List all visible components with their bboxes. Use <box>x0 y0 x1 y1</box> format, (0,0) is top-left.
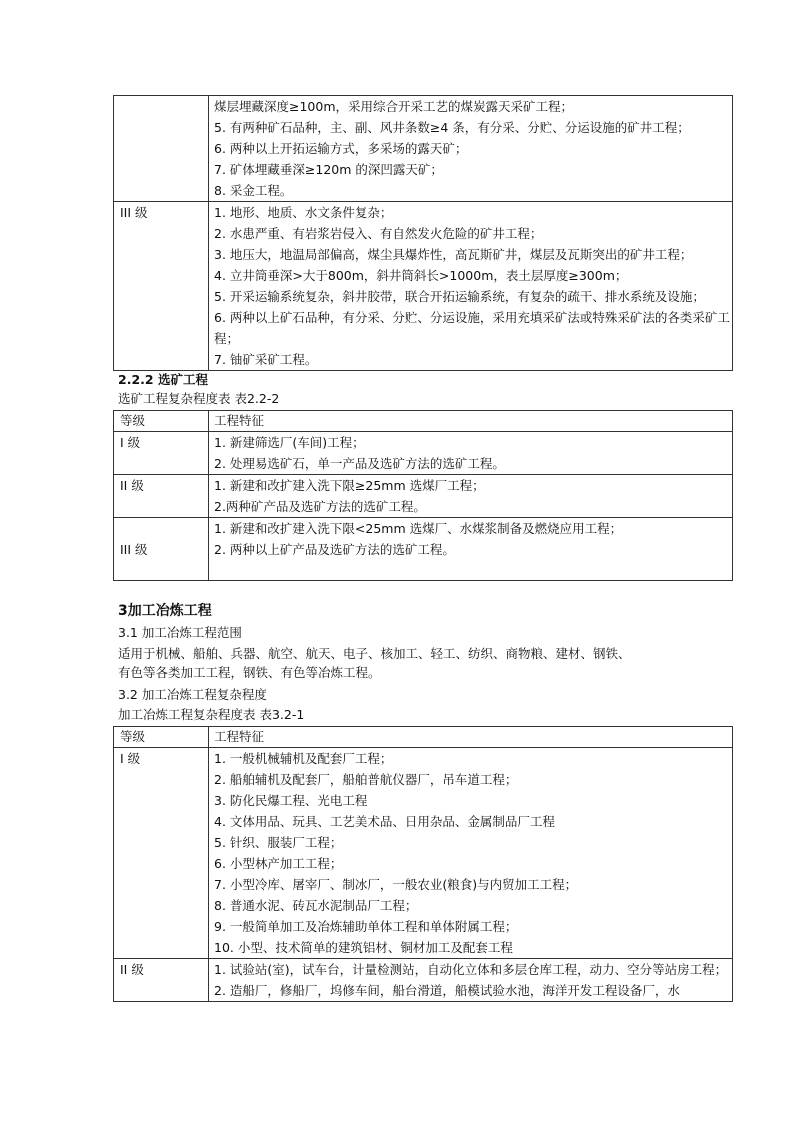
list-item: 5. 开采运输系统复杂，斜井胶带，联合开拓运输系统，有复杂的疏干、排水系统及设施； <box>214 289 705 304</box>
header-feature: 工程特征 <box>209 727 733 748</box>
feature-cell <box>209 959 733 1002</box>
list-item: 1. 新建和改扩建入洗下限<25mm 选煤厂、水煤浆制备及燃烧应用工程； <box>214 521 623 536</box>
table-row <box>114 202 733 371</box>
list-item: 10. 小型、技术简单的建筑铝材、铜材加工及配套工程 <box>214 940 513 955</box>
feature-cell <box>209 432 733 475</box>
list-item: 5. 有两种矿石品种，主、副、风井条数≥4 条，有分采、分贮、分运设施的矿井工程； <box>214 120 690 135</box>
feature-cell <box>209 96 733 202</box>
list-item: 7. 矿体埋藏垂深≥120m 的深凹露天矿； <box>214 162 443 177</box>
list-item: 9. 一般简单加工及冶炼辅助单体工程和单体附属工程； <box>214 919 518 934</box>
list-item: 2.两种矿产品及选矿方法的选矿工程。 <box>214 499 426 514</box>
list-item: 6. 两种以上开拓运输方式，多采场的露天矿； <box>214 141 468 156</box>
list-item: 3. 防化民爆工程、光电工程 <box>214 793 368 808</box>
list-item: 8. 普通水泥、砖瓦水泥制品厂工程； <box>214 898 418 913</box>
level-cell: I 级 <box>114 432 209 475</box>
list-item: 6. 两种以上矿石品种，有分采、分贮、分运设施，采用充填采矿法或特殊采矿法的各类采矿工程； <box>214 310 730 346</box>
list-item: 1. 新建和改扩建入洗下限≥25mm 选煤厂工程； <box>214 478 485 493</box>
header-level: 等级 <box>114 411 209 432</box>
list-item: 2. 造船厂，修船厂，坞修车间，船台滑道，船模试验水池，海洋开发工程设备厂，水 <box>214 983 680 998</box>
list-item: 7. 小型冷库、屠宰厂、制冰厂，一般农业(粮食)与内贸加工工程； <box>214 877 578 892</box>
list-item: 2. 水患严重、有岩浆岩侵入、有自然发火危险的矿井工程； <box>214 226 543 241</box>
list-item: 8. 采金工程。 <box>214 183 293 198</box>
list-item: 5. 针织、服装厂工程； <box>214 835 343 850</box>
table-row <box>114 475 733 518</box>
list-item: 4. 立井筒垂深>大于800m，斜井筒斜长>1000m，表土层厚度≥300m； <box>214 268 628 283</box>
level-cell: II 级 <box>114 959 209 1002</box>
list-item: 3. 地压大，地温局部偏高，煤尘具爆炸性，高瓦斯矿井，煤层及瓦斯突出的矿井工程； <box>214 247 693 262</box>
table-caption: 选矿工程复杂程度表 表2.2-2 <box>118 391 280 406</box>
paragraph: 有色等各类加工工程，钢铁、有色等冶炼工程。 <box>118 665 381 680</box>
section-heading: 2.2.2 选矿工程 <box>118 372 208 387</box>
table-header-row <box>114 727 733 748</box>
level-cell: III 级 <box>114 518 209 581</box>
feature-cell <box>209 202 733 371</box>
list-item: 1. 试验站(室)，试车台，计量检测站，自动化立体和多层仓库工程，动力、空分等站房工程； <box>214 962 728 977</box>
level-cell: III 级 <box>114 202 209 371</box>
list-item: 2. 处理易选矿石，单一产品及选矿方法的选矿工程。 <box>214 456 505 471</box>
list-item: 2. 两种以上矿产品及选矿方法的选矿工程。 <box>214 542 455 557</box>
feature-cell <box>209 518 733 581</box>
section-heading: 3加工冶炼工程 <box>118 603 212 619</box>
list-item: 1. 地形、地质、水文条件复杂； <box>214 205 393 220</box>
level-cell: I 级 <box>114 748 209 959</box>
table-row <box>114 432 733 475</box>
list-item: 1. 新建筛选厂(车间)工程； <box>214 435 365 450</box>
feature-cell <box>209 748 733 959</box>
mining-table-continued <box>113 95 733 371</box>
list-item: 煤层埋藏深度≥100m，采用综合开采工艺的煤炭露天采矿工程； <box>214 99 574 114</box>
table-row <box>114 959 733 1002</box>
table-row <box>114 748 733 959</box>
feature-cell <box>209 475 733 518</box>
list-item: 6. 小型林产加工工程； <box>214 856 343 871</box>
header-level: 等级 <box>114 727 209 748</box>
subsection-heading: 3.2 加工冶炼工程复杂程度 <box>118 687 267 702</box>
subsection-heading: 3.1 加工冶炼工程范围 <box>118 625 242 640</box>
table-header-row <box>114 411 733 432</box>
table-row <box>114 96 733 202</box>
table-caption: 加工冶炼工程复杂程度表 表3.2-1 <box>118 707 305 722</box>
list-item: 1. 一般机械辅机及配套厂工程； <box>214 751 393 766</box>
beneficiation-table <box>113 410 733 581</box>
list-item: 4. 文体用品、玩具、工艺美术品、日用杂品、金属制品厂工程 <box>214 814 555 829</box>
paragraph: 适用于机械、船舶、兵器、航空、航天、电子、核加工、轻工、纺织、商物粮、建材、钢铁、 <box>118 646 631 661</box>
header-feature: 工程特征 <box>209 411 733 432</box>
level-cell <box>114 96 209 202</box>
list-item: 2. 船舶辅机及配套厂，船舶普航仪器厂，吊车道工程； <box>214 772 518 787</box>
level-cell: II 级 <box>114 475 209 518</box>
list-item: 7. 铀矿采矿工程。 <box>214 352 318 367</box>
table-row <box>114 518 733 581</box>
processing-table <box>113 726 733 1002</box>
